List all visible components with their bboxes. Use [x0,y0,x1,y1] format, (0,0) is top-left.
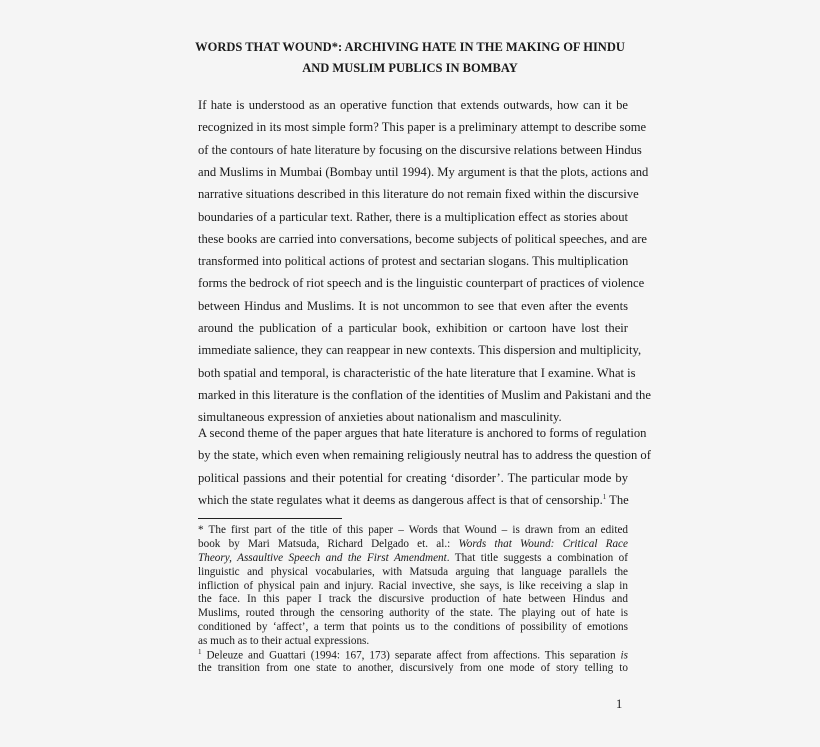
text-line: by the state, which even when remaining religiously neutral has to address the question of [198,448,651,463]
footnote-book-title: Words that Wound: Critical Race [458,538,628,550]
text-line: transformed into political actions of protest and sectarian slogans. This multiplication [198,254,629,269]
footnote-line: the transition from one state to another, discursively from one mode of story telling to [198,662,628,674]
footnote-line [198,552,628,564]
footnote-text: book by Mari Matsuda, Richard Delgado et. al.: [198,538,459,550]
footnote-line: conditioned by ‘affect’, a term that points us to the conditions of possibility of emotions [198,621,628,633]
title-line-2: AND MUSLIM PUBLICS IN BOMBAY [302,61,518,75]
text-line: forms the bedrock of riot speech and is the linguistic counterpart of practices of violence [198,276,645,291]
footnote-line: * The first part of the title of this paper – Words that Wound – is drawn from an edited [198,524,628,536]
footnote-line: infliction of physical pain and injury. Racial invective, she says, is like receiving a slap in [198,580,628,592]
text-line: marked in this literature is the conflation of the identities of Muslim and Pakistani and the [198,387,651,402]
text-line: recognized in its most simple form? This paper is a preliminary attempt to describe some [198,120,647,135]
page-number: 1 [616,697,623,711]
footnote-emphasis: is [620,649,628,662]
footnote-text: . That title suggests a combination of [446,552,628,564]
text-line: of the contours of hate literature by focusing on the discursive relations between Hindus [198,142,642,157]
text-line: boundaries of a particular text. Rather, there is a multiplication effect as stories about [198,209,628,224]
text-line: political passions and their potential for creating ‘disorder’. The particular mode by [198,470,628,485]
footnote-line: Muslims, routed through the censoring authority of the state. The playing out of hate is [198,607,628,619]
text-line: immediate salience, they can reappear in new contexts. This dispersion and multiplicity, [198,343,642,358]
text-line: which the state regulates what it deems as dangerous affect is that of censorship.$^1$ The [198,492,629,508]
footnote-marker: 1 [198,648,202,656]
text-line: these books are carried into conversations, become subjects of political speeches, and are [198,231,648,246]
footnote-book-title: Theory, Assaultive Speech and the First Amendment [198,552,447,564]
footnote-text: Deleuze and Guattari (1994: 167, 173) separate affect from affections. This separation [201,649,621,662]
footnote-reference: 1 [602,492,607,501]
footnote-line: linguistic and physical vocabularies, with Matsuda arguing that language parallels the [198,566,628,578]
footnote-line [198,648,628,662]
text-line: around the publication of a particular book, exhibition or cartoon have lost their [198,321,628,335]
text-line: A second theme of the paper argues that hate literature is anchored to forms of regulation [198,426,647,440]
footnote-divider [198,518,342,519]
text-line: If hate is understood as an operative function that extends outwards, how can it be [198,98,628,112]
title-line-1: WORDS THAT WOUND*: ARCHIVING HATE IN THE MAKING OF HINDU [195,40,625,54]
text-fragment: The [606,493,629,508]
text-line: and Muslims in Mumbai (Bombay until 1994). My argument is that the plots, actions and [198,164,649,179]
footnote-line: as much as to their actual expressions. [198,635,370,647]
footnote-line: the face. In this paper I track the discursive production of hate between Hindus and [198,593,628,605]
text-line: both spatial and temporal, is characteristic of the hate literature that I examine. What is [198,365,636,380]
text-line: between Hindus and Muslims. It is not uncommon to see that even after the events [198,298,628,313]
footnote-line [198,538,628,550]
text-line: narrative situations described in this literature do not remain fixed within the discursive [198,187,639,202]
text-line: simultaneous expression of anxieties about nationalism and masculinity. [198,410,562,425]
